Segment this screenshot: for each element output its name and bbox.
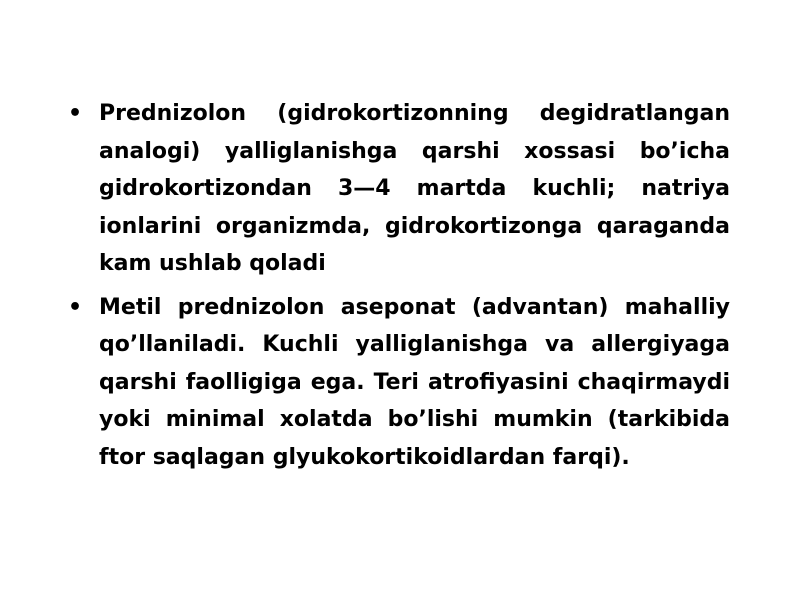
bullet-text: Metil prednizolon aseponat (advantan) mahalliy qo’llaniladi. Kuchli yalliglanishga va allergiyaga qarshi faolligiga ega. Teri atrofiyasini chaqirmaydi yoki minimal xolatda bo’lishi mumkin (tarkibida ftor saqlagan glyukokortikoidlardan farqi). <box>99 294 730 470</box>
bullet-marker: • <box>68 101 83 126</box>
bullet-item-prednizolon <box>68 95 730 283</box>
bullet-item-metil-prednizolon <box>68 289 730 477</box>
bullet-list <box>68 95 730 482</box>
bullet-marker: • <box>68 294 83 320</box>
bullet-text: Prednizolon (gidrokortizonning degidratlangan analogi) yalliglanishga qarshi xossasi bo’icha gidrokortizondan 3—4 martda kuchli; natriya ionlarini organizmda, gidrokortizonga qaraganda kam ushlab qoladi <box>99 101 730 276</box>
